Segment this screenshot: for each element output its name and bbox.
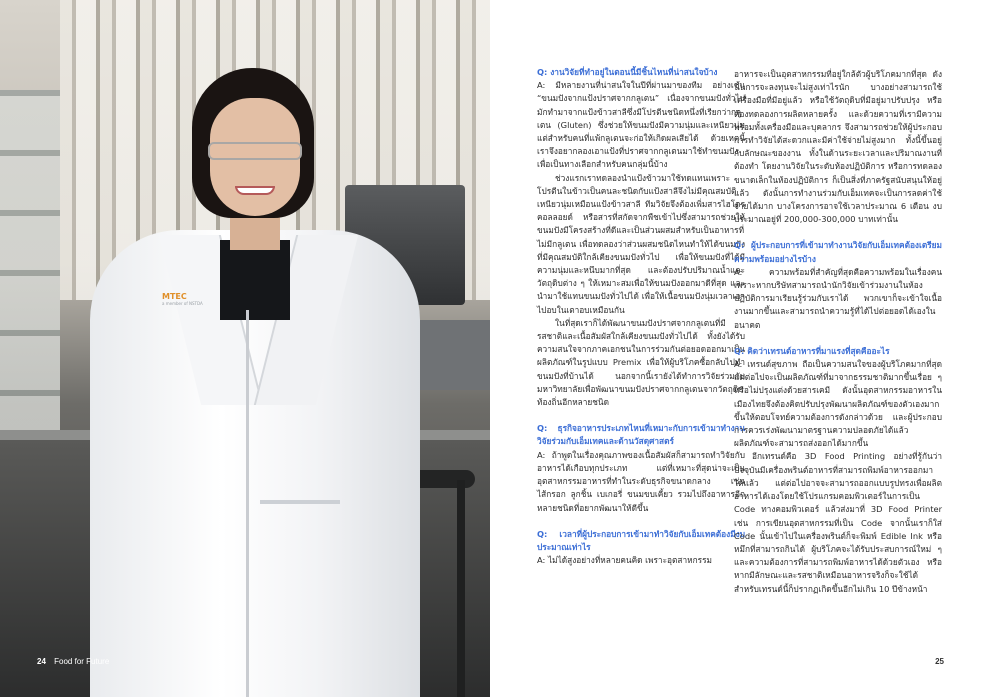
coat-pocket (260, 500, 340, 504)
answer-paragraph: A: เทรนด์สุขภาพ ถือเป็นความสนใจของผู้บริโภคมากที่สุด แต่ต่อไปจะเป็นผลิตภัณฑ์ที่มาจากธรรมชาติมากขึ้นเรื่อย ๆ หรือไม่ปรุงแต่งด้วยสารเคมี ดังนั้นอุตสาหกรรมอาหารในเมืองไทยจึงต้องคิดปรับปรุงพัฒนาผลิตภัณฑ์ของตัวเองมากขึ้นให้ตอบโจทย์ความต้องการดังกล่าวด้วย และผู้ประกอบการควรเร่งพัฒนามาตรฐานความปลอดภัยได้แล้ว ผลิตภัณฑ์จะสามารถส่งออกได้มากขึ้น (734, 359, 942, 449)
paragraph-gap (734, 226, 942, 239)
running-title: Food for Future (54, 657, 110, 666)
answer-paragraph: ช่วงแรกเราทดลองนำแป้งข้าวมาใช้ทดแทนเพราะโปรตีนในข้าวเป็นคนละชนิดกับแป้งสาลีจึงไม่มีคุณสมบัติเหนียวนุ่มเหมือนแป้งข้าวสาลี ทีมวิจัยจึงต้องเพิ่มสารไฮโดรคอลลอยด์ หรือสารที่สกัดจากพืชเข้าไปซึ่งสามารถช่วยให้ขนมปังมีโครงสร้างที่ดีและเป็นส่วนผสมสำหรับเป็นอาหารที่ไม่มีกลูเตน เพื่อทดลองว่าส่วนผสมชนิดไหนทำให้ได้ขนมปังที่มีคุณสมบัติใกล้เคียงขนมปังทั่วไป เพื่อให้ขนมปังที่ได้มีความนุ่มและหนึบมากที่สุด และต้องปรับปริมาณน้ำและวัตถุดิบต่าง ๆ ให้เหมาะสมเพื่อให้ขนมปังออกมาดีที่สุด และนำมาใช้แทนขนมปังทั่วไปได้ เพื่อให้เนื้อขนมปังนุ่มเวลาเอาไปอบในเตาอบเหมือนกัน (537, 172, 745, 315)
dark-shirt (220, 240, 290, 320)
coat-logo-subtext: a member of NSTDA (162, 301, 203, 306)
left-page-number: 24 (37, 657, 46, 666)
coat-logo (162, 292, 203, 306)
question-heading: Q: คิดว่าเทรนด์อาหารที่มาแรงที่สุดคืออะไร (734, 345, 890, 356)
answer-paragraph: A: ถ้าพูดในเรื่องคุณภาพของเนื้อสัมผัสก็สามารถทำวิจัยกับอาหารได้เกือบทุกประเภท แต่ที่เหมาะที่สุดน่าจะเป็นอุตสาหกรรมอาหารที่ทำในระดับธุรกิจขนาดกลาง เช่น ไส้กรอก ลูกชิ้น เบเกอรี่ ขนมขบเคี้ยว รวมไปถึงอาหารอีกหลายชนิดที่อยากพัฒนาให้ดีขึ้น (537, 449, 745, 513)
answer-paragraph: A: ความพร้อมที่สำคัญที่สุดคือความพร้อมในเรื่องคน เพราะหากบริษัทสามารถนำนักวิจัยเข้าร่วมงานในห้องปฏิบัติการมาเรียนรู้ร่วมกับเราได้ พวกเขาก็จะเข้าใจเนื้องานมากขึ้นและสามารถนำความรู้ที่ได้ไปต่อยอดได้เองในอนาคต (734, 266, 942, 330)
paragraph-gap (537, 409, 745, 422)
right-page-text (490, 0, 981, 697)
answer-paragraph: A: ไม่ได้สูงอย่างที่หลายคนคิด เพราะอุตสาหกรรม (537, 555, 713, 566)
paragraph-gap (537, 515, 745, 528)
answer-paragraph: อาหารจะเป็นอุตสาหกรรมที่อยู่ใกล้ตัวผู้บริโภคมากที่สุด ดังนั้นการจะลงทุนจะไม่สูงเท่าไรนัก บางอย่างสามารถใช้เครื่องมือที่มีอยู่แล้ว หรือใช้วัตถุดิบที่มีอยู่มาปรับปรุง หรือต้องทดลองการผลิตหลายครั้ง และด้วยความที่เรามีความพร้อมทั้งเครื่องมือและบุคลากร จึงสามารถช่วยให้ผู้ประกอบการทำวิจัยได้สะดวกและมีค่าใช้จ่ายไม่สูงมาก ทั้งนี้ขึ้นอยู่กับลักษณะของงาน ทั้งในด้านระยะเวลาและปริมาณงานที่ต้องทำ โดยงานวิจัยในระดับห้องปฏิบัติการ หรือการทดลองขนาดเล็กในห้องปฏิบัติการ ก็เป็นสิ่งที่ภาครัฐสนับสนุนให้อยู่แล้ว ดังนั้นการทำงานร่วมกับเอ็มเทคจะเป็นการลดค่าใช้จ่ายได้มาก บางโครงการอาจใช้เวลาประมาณ 6 เดือน งบประมาณอยู่ที่ 200,000-300,000 บาทเท่านั้น (734, 69, 942, 225)
answer-paragraph: อีกเทรนด์คือ 3D Food Printing อย่างที่รู้กันว่าปัจจุบันมีเครื่องพรินต์อาหารที่สามารถพิมพ์อาหารออกมาได้แล้ว แต่ต่อไปอาจจะสามารถออกแบบรูปทรงเพื่อผลิตอาหารได้เองโดยใช้โปรแกรมคอมพิวเตอร์ในการเป็น Code ทางคอมพิวเตอร์ แล้วส่งมาที่ 3D Food Printer เช่น การเขียนอุตสาหกรรมที่เป็น Code จากนั้นเราก็ใส่ Code นั้นเข้าไปในเครื่องพรินต์ก็จะพิมพ์ Edible Ink หรือหมึกที่สามารถกินได้ ผู้บริโภคจะได้รับประสบการณ์ใหม่ ๆ และความต้องการที่สามารถพิมพ์อาหารได้ด้วยตัวเอง หรือหากมีลักษณะและรสชาติเหมือนอาหารจริงก็จะใช้ได้ สำหรับเทรนด์นี้ก็ปรากฏเกิดขึ้นอีกไม่เกิน 10 ปีข้างหน้า (734, 451, 942, 594)
coat-logo-text: MTEC (162, 292, 187, 301)
smile (235, 186, 275, 195)
question-heading: Q: งานวิจัยที่ทำอยู่ในตอนนี้มีชิ้นไหนที่น่าสนใจบ้าง (537, 67, 718, 77)
answer-paragraph: A: มีหลายงานที่น่าสนใจในปีที่ผ่านมาของทีม อย่างเช่น “ขนมปังจากแป้งปราศจากกลูเตน” เนื่องจากขนมปังทั่วไปมักทำมาจากแป้งข้าวสาลีซึ่งมีโปรตีนชนิดหนึ่งที่เรียกว่ากลูเตน (Gluten) ซึ่งช่วยให้ขนมปังมีความนุ่มและเหนียวนุ่ม แต่สำหรับคนที่แพ้กลูเตนจะก่อให้เกิดผลเสียได้ ด้วยเหตุนี้เราจึงอยากลองเอาแป้งที่ปราศจากกลูเตนมาใช้ทำขนมปังเพื่อเป็นทางเลือกสำหรับคนกลุ่มนี้บ้าง (537, 80, 745, 170)
question-heading: Q: เวลาที่ผู้ประกอบการเข้ามาทำวิจัยกับเอ็มเทคต้องมีงบประมาณเท่าไร (537, 528, 745, 552)
left-folio (37, 657, 109, 666)
researcher-portrait (70, 60, 430, 697)
answer-paragraph: ในที่สุดเราก็ได้พัฒนาขนมปังปราศจากกลูเตนที่มีรสชาติและเนื้อสัมผัสใกล้เคียงขนมปังทั่วไปได้ ทั้งยังได้รับความสนใจจากภาคเอกชนในการร่วมกันต่อยอดออกมาเป็นผลิตภัณฑ์ในรูปแบบ Premix เพื่อให้ผู้บริโภคซื้อกลับไปทำขนมปังที่บ้านได้ นอกจากนี้เรายังได้ทำการวิจัยร่วมกับมหาวิทยาลัยเพื่อพัฒนาขนมปังปราศจากกลูเตนจากวัตถุดิบท้องถิ่นอีกหลายชนิด (537, 317, 745, 408)
text-column-2 (734, 68, 942, 596)
question-heading: Q: ธุรกิจอาหารประเภทไหนที่เหมาะกับการเข้ามาทำงานวิจัยร่วมกับเอ็มเทคและด้านวัสดุศาสตร์ (537, 423, 745, 447)
coat-fold (246, 310, 249, 697)
glasses (208, 142, 302, 160)
question-heading: Q: ผู้ประกอบการที่เข้ามาทำงานวิจัยกับเอ็มเทคต้องเตรียมความพร้อมอย่างไรบ้าง (734, 240, 942, 264)
left-page-photo (0, 0, 490, 697)
text-column-1 (537, 66, 745, 567)
paragraph-gap (734, 332, 942, 345)
right-page-number: 25 (935, 657, 944, 666)
